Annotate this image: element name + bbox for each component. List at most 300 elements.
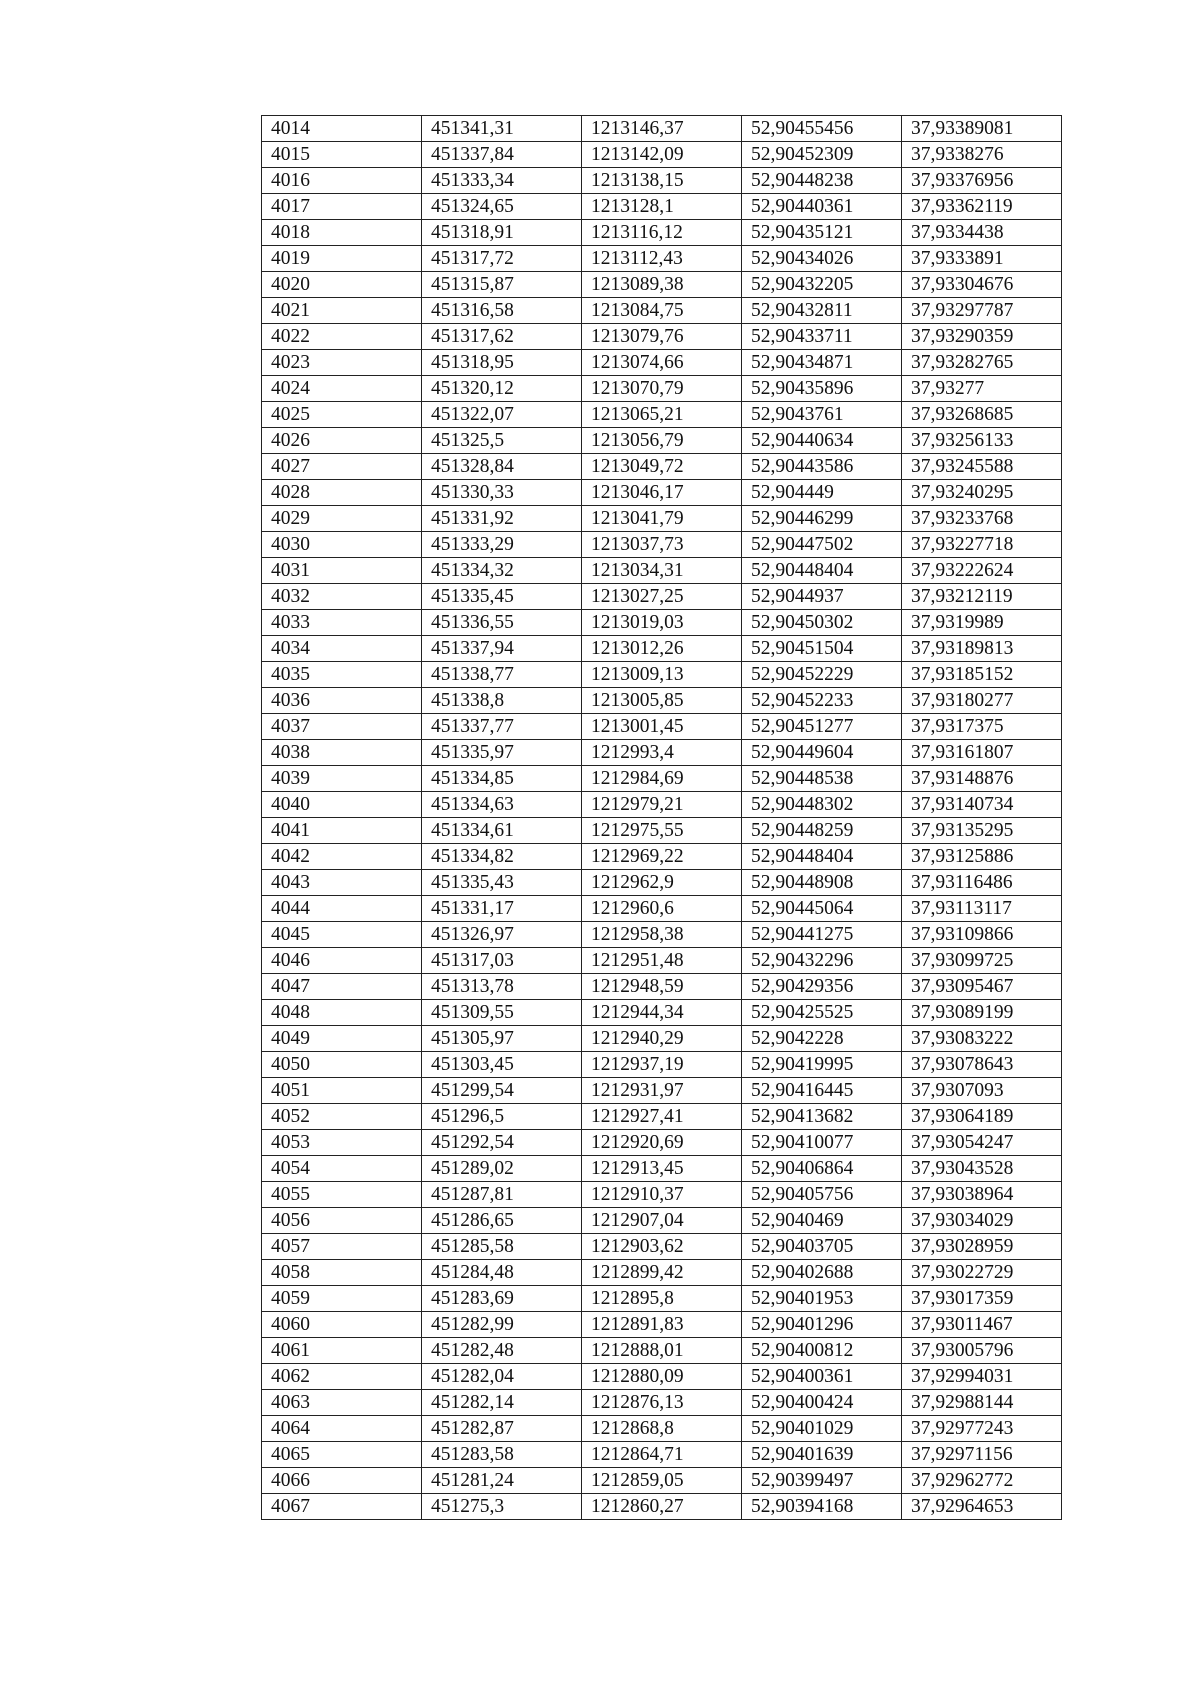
point-number-cell: 4026 [262,428,422,454]
x-coordinate-cell: 451322,07 [422,402,582,428]
x-coordinate-cell: 451334,32 [422,558,582,584]
table-row [262,194,1062,220]
point-number-cell: 4053 [262,1130,422,1156]
table-row [262,1338,1062,1364]
x-coordinate-cell: 451282,87 [422,1416,582,1442]
table-row [262,558,1062,584]
longitude-cell: 37,93277 [902,376,1062,402]
point-number-cell: 4056 [262,1208,422,1234]
table-row [262,584,1062,610]
point-number-cell: 4050 [262,1052,422,1078]
table-row [262,402,1062,428]
longitude-cell: 37,93227718 [902,532,1062,558]
latitude-cell: 52,90448404 [742,558,902,584]
longitude-cell: 37,93290359 [902,324,1062,350]
longitude-cell: 37,93034029 [902,1208,1062,1234]
longitude-cell: 37,9307093 [902,1078,1062,1104]
point-number-cell: 4059 [262,1286,422,1312]
longitude-cell: 37,92988144 [902,1390,1062,1416]
y-coordinate-cell: 1212984,69 [582,766,742,792]
latitude-cell: 52,90449604 [742,740,902,766]
latitude-cell: 52,90406864 [742,1156,902,1182]
x-coordinate-cell: 451281,24 [422,1468,582,1494]
point-number-cell: 4031 [262,558,422,584]
table-row [262,168,1062,194]
table-row [262,1026,1062,1052]
x-coordinate-cell: 451338,8 [422,688,582,714]
y-coordinate-cell: 1212910,37 [582,1182,742,1208]
x-coordinate-cell: 451316,58 [422,298,582,324]
latitude-cell: 52,90433711 [742,324,902,350]
point-number-cell: 4027 [262,454,422,480]
x-coordinate-cell: 451286,65 [422,1208,582,1234]
point-number-cell: 4067 [262,1494,422,1520]
x-coordinate-cell: 451282,48 [422,1338,582,1364]
table-row [262,298,1062,324]
point-number-cell: 4046 [262,948,422,974]
longitude-cell: 37,93240295 [902,480,1062,506]
x-coordinate-cell: 451275,3 [422,1494,582,1520]
point-number-cell: 4049 [262,1026,422,1052]
latitude-cell: 52,90450302 [742,610,902,636]
latitude-cell: 52,90455456 [742,116,902,142]
y-coordinate-cell: 1212913,45 [582,1156,742,1182]
x-coordinate-cell: 451296,5 [422,1104,582,1130]
longitude-cell: 37,93064189 [902,1104,1062,1130]
table-row [262,324,1062,350]
point-number-cell: 4030 [262,532,422,558]
latitude-cell: 52,9043761 [742,402,902,428]
y-coordinate-cell: 1213012,26 [582,636,742,662]
latitude-cell: 52,90440361 [742,194,902,220]
longitude-cell: 37,92964653 [902,1494,1062,1520]
longitude-cell: 37,93109866 [902,922,1062,948]
y-coordinate-cell: 1212899,42 [582,1260,742,1286]
latitude-cell: 52,90413682 [742,1104,902,1130]
longitude-cell: 37,93161807 [902,740,1062,766]
x-coordinate-cell: 451333,29 [422,532,582,558]
longitude-cell: 37,92962772 [902,1468,1062,1494]
y-coordinate-cell: 1213116,12 [582,220,742,246]
x-coordinate-cell: 451334,85 [422,766,582,792]
x-coordinate-cell: 451331,92 [422,506,582,532]
x-coordinate-cell: 451341,31 [422,116,582,142]
latitude-cell: 52,90400361 [742,1364,902,1390]
longitude-cell: 37,93222624 [902,558,1062,584]
point-number-cell: 4035 [262,662,422,688]
table-row [262,532,1062,558]
x-coordinate-cell: 451283,69 [422,1286,582,1312]
latitude-cell: 52,90451277 [742,714,902,740]
longitude-cell: 37,93140734 [902,792,1062,818]
latitude-cell: 52,90448238 [742,168,902,194]
y-coordinate-cell: 1213065,21 [582,402,742,428]
table-row [262,1286,1062,1312]
point-number-cell: 4034 [262,636,422,662]
y-coordinate-cell: 1213001,45 [582,714,742,740]
point-number-cell: 4033 [262,610,422,636]
y-coordinate-cell: 1212920,69 [582,1130,742,1156]
table-row [262,1468,1062,1494]
longitude-cell: 37,93017359 [902,1286,1062,1312]
latitude-cell: 52,90452233 [742,688,902,714]
table-row [262,792,1062,818]
table-row [262,1442,1062,1468]
y-coordinate-cell: 1213046,17 [582,480,742,506]
table-row [262,740,1062,766]
table-row [262,1234,1062,1260]
point-number-cell: 4043 [262,870,422,896]
y-coordinate-cell: 1213138,15 [582,168,742,194]
latitude-cell: 52,90419995 [742,1052,902,1078]
y-coordinate-cell: 1212969,22 [582,844,742,870]
point-number-cell: 4028 [262,480,422,506]
y-coordinate-cell: 1213049,72 [582,454,742,480]
table-row [262,1130,1062,1156]
y-coordinate-cell: 1212888,01 [582,1338,742,1364]
latitude-cell: 52,90410077 [742,1130,902,1156]
point-number-cell: 4063 [262,1390,422,1416]
table-row [262,922,1062,948]
y-coordinate-cell: 1213037,73 [582,532,742,558]
x-coordinate-cell: 451318,91 [422,220,582,246]
x-coordinate-cell: 451336,55 [422,610,582,636]
y-coordinate-cell: 1213142,09 [582,142,742,168]
table-row [262,662,1062,688]
longitude-cell: 37,93083222 [902,1026,1062,1052]
x-coordinate-cell: 451282,14 [422,1390,582,1416]
latitude-cell: 52,90435121 [742,220,902,246]
table-row [262,1182,1062,1208]
longitude-cell: 37,93054247 [902,1130,1062,1156]
x-coordinate-cell: 451334,63 [422,792,582,818]
latitude-cell: 52,90402688 [742,1260,902,1286]
y-coordinate-cell: 1212907,04 [582,1208,742,1234]
longitude-cell: 37,93135295 [902,818,1062,844]
table-row [262,376,1062,402]
x-coordinate-cell: 451331,17 [422,896,582,922]
x-coordinate-cell: 451335,45 [422,584,582,610]
x-coordinate-cell: 451283,58 [422,1442,582,1468]
point-number-cell: 4032 [262,584,422,610]
y-coordinate-cell: 1212958,38 [582,922,742,948]
longitude-cell: 37,93038964 [902,1182,1062,1208]
longitude-cell: 37,93113117 [902,896,1062,922]
table-row [262,688,1062,714]
x-coordinate-cell: 451318,95 [422,350,582,376]
point-number-cell: 4055 [262,1182,422,1208]
x-coordinate-cell: 451320,12 [422,376,582,402]
table-row [262,844,1062,870]
point-number-cell: 4066 [262,1468,422,1494]
latitude-cell: 52,90405756 [742,1182,902,1208]
x-coordinate-cell: 451289,02 [422,1156,582,1182]
y-coordinate-cell: 1212937,19 [582,1052,742,1078]
latitude-cell: 52,90445064 [742,896,902,922]
longitude-cell: 37,9338276 [902,142,1062,168]
longitude-cell: 37,93078643 [902,1052,1062,1078]
latitude-cell: 52,90448302 [742,792,902,818]
point-number-cell: 4016 [262,168,422,194]
x-coordinate-cell: 451325,5 [422,428,582,454]
latitude-cell: 52,90403705 [742,1234,902,1260]
point-number-cell: 4052 [262,1104,422,1130]
longitude-cell: 37,9334438 [902,220,1062,246]
latitude-cell: 52,90400424 [742,1390,902,1416]
point-number-cell: 4037 [262,714,422,740]
point-number-cell: 4042 [262,844,422,870]
point-number-cell: 4039 [262,766,422,792]
latitude-cell: 52,90448259 [742,818,902,844]
x-coordinate-cell: 451337,77 [422,714,582,740]
longitude-cell: 37,93005796 [902,1338,1062,1364]
latitude-cell: 52,90448404 [742,844,902,870]
point-number-cell: 4065 [262,1442,422,1468]
longitude-cell: 37,93256133 [902,428,1062,454]
y-coordinate-cell: 1212979,21 [582,792,742,818]
point-number-cell: 4021 [262,298,422,324]
latitude-cell: 52,90452309 [742,142,902,168]
y-coordinate-cell: 1213112,43 [582,246,742,272]
longitude-cell: 37,93233768 [902,506,1062,532]
y-coordinate-cell: 1212944,34 [582,1000,742,1026]
x-coordinate-cell: 451338,77 [422,662,582,688]
point-number-cell: 4022 [262,324,422,350]
point-number-cell: 4040 [262,792,422,818]
x-coordinate-cell: 451287,81 [422,1182,582,1208]
latitude-cell: 52,90401029 [742,1416,902,1442]
longitude-cell: 37,93125886 [902,844,1062,870]
point-number-cell: 4062 [262,1364,422,1390]
y-coordinate-cell: 1212876,13 [582,1390,742,1416]
longitude-cell: 37,93089199 [902,1000,1062,1026]
y-coordinate-cell: 1212868,8 [582,1416,742,1442]
latitude-cell: 52,90429356 [742,974,902,1000]
longitude-cell: 37,93376956 [902,168,1062,194]
longitude-cell: 37,93245588 [902,454,1062,480]
table-row [262,1000,1062,1026]
latitude-cell: 52,90401639 [742,1442,902,1468]
point-number-cell: 4044 [262,896,422,922]
x-coordinate-cell: 451284,48 [422,1260,582,1286]
point-number-cell: 4048 [262,1000,422,1026]
table-row [262,974,1062,1000]
table-row [262,766,1062,792]
longitude-cell: 37,92977243 [902,1416,1062,1442]
latitude-cell: 52,9044937 [742,584,902,610]
y-coordinate-cell: 1212860,27 [582,1494,742,1520]
x-coordinate-cell: 451317,62 [422,324,582,350]
x-coordinate-cell: 451292,54 [422,1130,582,1156]
longitude-cell: 37,93304676 [902,272,1062,298]
table-row [262,948,1062,974]
x-coordinate-cell: 451334,61 [422,818,582,844]
table-row [262,818,1062,844]
y-coordinate-cell: 1213070,79 [582,376,742,402]
longitude-cell: 37,93362119 [902,194,1062,220]
point-number-cell: 4019 [262,246,422,272]
latitude-cell: 52,90446299 [742,506,902,532]
point-number-cell: 4029 [262,506,422,532]
longitude-cell: 37,93022729 [902,1260,1062,1286]
table-row [262,1364,1062,1390]
latitude-cell: 52,90448908 [742,870,902,896]
longitude-cell: 37,93095467 [902,974,1062,1000]
table-row [262,714,1062,740]
y-coordinate-cell: 1212859,05 [582,1468,742,1494]
table-row [262,896,1062,922]
longitude-cell: 37,93212119 [902,584,1062,610]
table-row [262,1312,1062,1338]
longitude-cell: 37,93028959 [902,1234,1062,1260]
y-coordinate-cell: 1212931,97 [582,1078,742,1104]
point-number-cell: 4054 [262,1156,422,1182]
latitude-cell: 52,90448538 [742,766,902,792]
longitude-cell: 37,93389081 [902,116,1062,142]
latitude-cell: 52,90434871 [742,350,902,376]
longitude-cell: 37,92994031 [902,1364,1062,1390]
y-coordinate-cell: 1213027,25 [582,584,742,610]
table-row [262,506,1062,532]
y-coordinate-cell: 1212962,9 [582,870,742,896]
x-coordinate-cell: 451309,55 [422,1000,582,1026]
latitude-cell: 52,90441275 [742,922,902,948]
table-row [262,636,1062,662]
latitude-cell: 52,9042228 [742,1026,902,1052]
table-row [262,1156,1062,1182]
x-coordinate-cell: 451333,34 [422,168,582,194]
table-row [262,1104,1062,1130]
y-coordinate-cell: 1213034,31 [582,558,742,584]
table-row [262,1260,1062,1286]
y-coordinate-cell: 1212895,8 [582,1286,742,1312]
table-row [262,220,1062,246]
table-row [262,246,1062,272]
point-number-cell: 4023 [262,350,422,376]
longitude-cell: 37,93185152 [902,662,1062,688]
point-number-cell: 4025 [262,402,422,428]
latitude-cell: 52,90400812 [742,1338,902,1364]
longitude-cell: 37,93180277 [902,688,1062,714]
table-row [262,350,1062,376]
y-coordinate-cell: 1213146,37 [582,116,742,142]
point-number-cell: 4060 [262,1312,422,1338]
latitude-cell: 52,90435896 [742,376,902,402]
point-number-cell: 4061 [262,1338,422,1364]
y-coordinate-cell: 1213084,75 [582,298,742,324]
x-coordinate-cell: 451326,97 [422,922,582,948]
x-coordinate-cell: 451324,65 [422,194,582,220]
latitude-cell: 52,90416445 [742,1078,902,1104]
longitude-cell: 37,93099725 [902,948,1062,974]
coordinates-table-body [262,116,1062,1520]
y-coordinate-cell: 1212993,4 [582,740,742,766]
longitude-cell: 37,93148876 [902,766,1062,792]
x-coordinate-cell: 451305,97 [422,1026,582,1052]
longitude-cell: 37,93282765 [902,350,1062,376]
latitude-cell: 52,90394168 [742,1494,902,1520]
y-coordinate-cell: 1213079,76 [582,324,742,350]
x-coordinate-cell: 451282,99 [422,1312,582,1338]
table-row [262,272,1062,298]
table-row [262,1078,1062,1104]
point-number-cell: 4036 [262,688,422,714]
point-number-cell: 4038 [262,740,422,766]
y-coordinate-cell: 1212880,09 [582,1364,742,1390]
table-row [262,870,1062,896]
point-number-cell: 4015 [262,142,422,168]
x-coordinate-cell: 451335,97 [422,740,582,766]
longitude-cell: 37,92971156 [902,1442,1062,1468]
point-number-cell: 4017 [262,194,422,220]
y-coordinate-cell: 1213005,85 [582,688,742,714]
table-row [262,610,1062,636]
x-coordinate-cell: 451299,54 [422,1078,582,1104]
longitude-cell: 37,93043528 [902,1156,1062,1182]
latitude-cell: 52,90425525 [742,1000,902,1026]
y-coordinate-cell: 1213128,1 [582,194,742,220]
x-coordinate-cell: 451282,04 [422,1364,582,1390]
x-coordinate-cell: 451337,84 [422,142,582,168]
point-number-cell: 4045 [262,922,422,948]
table-row [262,1052,1062,1078]
x-coordinate-cell: 451313,78 [422,974,582,1000]
latitude-cell: 52,904449 [742,480,902,506]
x-coordinate-cell: 451303,45 [422,1052,582,1078]
latitude-cell: 52,90399497 [742,1468,902,1494]
y-coordinate-cell: 1213009,13 [582,662,742,688]
table-row [262,480,1062,506]
point-number-cell: 4064 [262,1416,422,1442]
x-coordinate-cell: 451328,84 [422,454,582,480]
x-coordinate-cell: 451285,58 [422,1234,582,1260]
x-coordinate-cell: 451315,87 [422,272,582,298]
point-number-cell: 4018 [262,220,422,246]
table-row [262,1416,1062,1442]
latitude-cell: 52,90440634 [742,428,902,454]
y-coordinate-cell: 1213019,03 [582,610,742,636]
y-coordinate-cell: 1213074,66 [582,350,742,376]
latitude-cell: 52,90447502 [742,532,902,558]
y-coordinate-cell: 1213041,79 [582,506,742,532]
latitude-cell: 52,90432205 [742,272,902,298]
longitude-cell: 37,9317375 [902,714,1062,740]
point-number-cell: 4057 [262,1234,422,1260]
y-coordinate-cell: 1212975,55 [582,818,742,844]
point-number-cell: 4024 [262,376,422,402]
latitude-cell: 52,90434026 [742,246,902,272]
y-coordinate-cell: 1212927,41 [582,1104,742,1130]
x-coordinate-cell: 451334,82 [422,844,582,870]
longitude-cell: 37,93297787 [902,298,1062,324]
longitude-cell: 37,93189813 [902,636,1062,662]
latitude-cell: 52,90432296 [742,948,902,974]
y-coordinate-cell: 1212903,62 [582,1234,742,1260]
y-coordinate-cell: 1212940,29 [582,1026,742,1052]
table-row [262,1494,1062,1520]
point-number-cell: 4014 [262,116,422,142]
x-coordinate-cell: 451330,33 [422,480,582,506]
x-coordinate-cell: 451317,03 [422,948,582,974]
x-coordinate-cell: 451317,72 [422,246,582,272]
y-coordinate-cell: 1212891,83 [582,1312,742,1338]
latitude-cell: 52,90401953 [742,1286,902,1312]
table-row [262,428,1062,454]
point-number-cell: 4041 [262,818,422,844]
y-coordinate-cell: 1212948,59 [582,974,742,1000]
latitude-cell: 52,9040469 [742,1208,902,1234]
table-row [262,1390,1062,1416]
